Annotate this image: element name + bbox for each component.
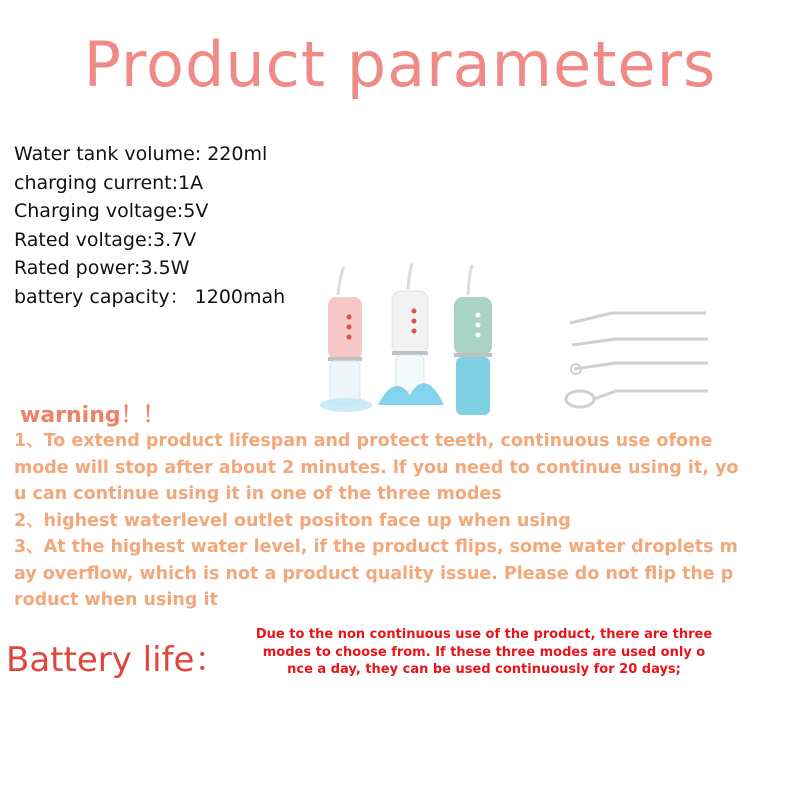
param-battery-capacity: battery capacity： 1200mah [14, 285, 286, 308]
pink-device [320, 267, 372, 412]
green-device [454, 265, 492, 415]
param-rated-power: Rated power:3.5W [14, 257, 190, 279]
battery-life-label: Battery life： [6, 640, 229, 680]
warning-title: warning！！ [20, 403, 165, 428]
warning-line: 1、To extend product lifespan and protect teeth, continuous use ofone [14, 431, 713, 451]
parameters-list [14, 140, 285, 311]
warning-line: ay overflow, which is not a product quality issue. Please do not flip the p [14, 563, 734, 584]
battery-line: modes to choose from. If these three modes are used only o [262, 644, 706, 660]
warning-body [14, 428, 794, 614]
warning-line: u can continue using it in one of the three modes [14, 484, 502, 504]
product-image [316, 255, 736, 425]
battery-life-description [224, 626, 744, 679]
param-water-tank: Water tank volume: 220ml [14, 143, 268, 165]
page-title: Product parameters [83, 28, 717, 101]
warning-line: roduct when using it [14, 590, 218, 610]
warning-line: 3、At the highest water level, if the product flips, some water droplets m [14, 537, 738, 557]
battery-line: nce a day, they can be used continuously for 20 days; [287, 662, 681, 677]
white-device [378, 263, 444, 405]
battery-line: Due to the non continuous use of the product, there are three [255, 627, 713, 642]
param-charging-voltage: Charging voltage:5V [14, 200, 209, 222]
param-charging-current: charging current:1A [14, 171, 204, 194]
warning-line: mode will stop after about 2 minutes. lf you need to continue using it, yo [14, 457, 739, 478]
warning-line: 2、highest waterlevel outlet positon face up when using [14, 510, 571, 531]
param-rated-voltage: Rated voltage:3.7V [14, 228, 197, 251]
nozzle-set [566, 313, 708, 407]
